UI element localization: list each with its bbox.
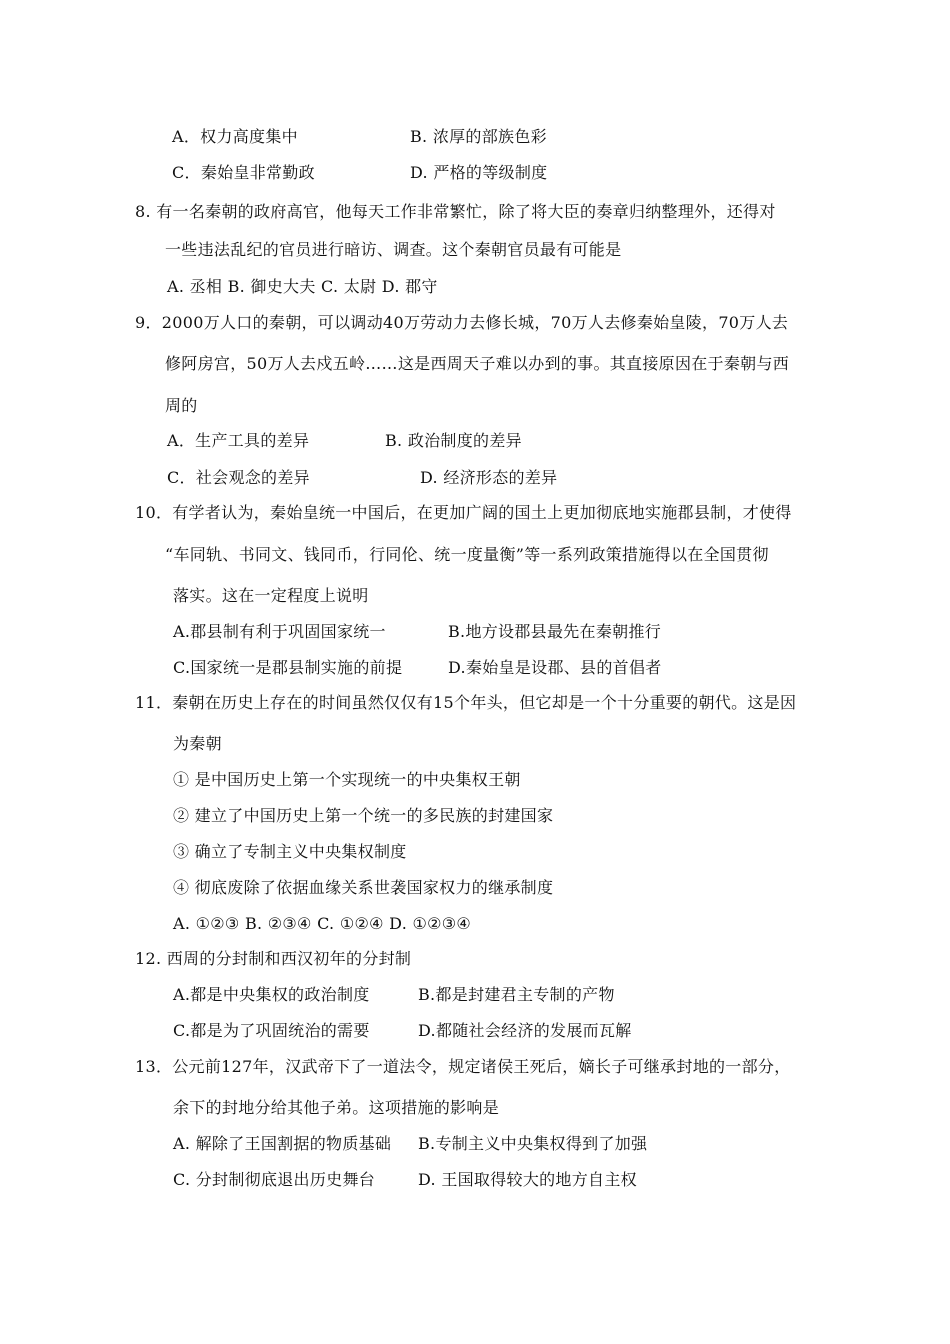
text-line: 余下的封地分给其他子弟。这项措施的影响是: [173, 1098, 500, 1117]
text-line: B.专制主义中央集权得到了加强: [418, 1134, 648, 1153]
text-line: 10．有学者认为，秦始皇统一中国后，在更加广阔的国土上更加彻底地实施郡县制，才使得: [135, 503, 792, 522]
text-line: 修阿房宫，50万人去戍五岭……这是西周天子难以办到的事。其直接原因在于秦朝与西: [165, 354, 790, 373]
text-line: ④ 彻底废除了依据血缘关系世袭国家权力的继承制度: [173, 878, 554, 897]
text-line: 周的: [165, 396, 198, 415]
text-line: C．社会观念的差异: [167, 468, 310, 487]
text-line: ② 建立了中国历史上第一个统一的多民族的封建国家: [173, 806, 554, 825]
text-line: A.郡县制有利于巩固国家统一: [173, 622, 386, 641]
text-line: “车同轨、书同文、钱同币，行同伦、统一度量衡”等一系列政策措施得以在全国贯彻: [165, 545, 769, 564]
text-line: A．权力高度集中: [172, 127, 298, 146]
text-line: D.都随社会经济的发展而瓦解: [418, 1021, 632, 1040]
text-line: D. 王国取得较大的地方自主权: [418, 1170, 637, 1189]
text-line: A. ①②③ B. ②③④ C. ①②④ D. ①②③④: [173, 914, 472, 933]
text-line: 为秦朝: [173, 734, 222, 753]
text-line: B. 浓厚的部族色彩: [410, 127, 547, 146]
text-line: D.秦始皇是设郡、县的首倡者: [448, 658, 662, 677]
text-line: A．生产工具的差异: [167, 431, 310, 450]
text-line: 9．2000万人口的秦朝，可以调动40万劳动力去修长城，70万人去修秦始皇陵，70万人去: [135, 313, 789, 332]
text-line: ① 是中国历史上第一个实现统一的中央集权王朝: [173, 770, 521, 789]
text-line: C. 分封制彻底退出历史舞台: [173, 1170, 376, 1189]
text-line: B. 政治制度的差异: [385, 431, 522, 450]
text-line: D. 经济形态的差异: [420, 468, 558, 487]
text-line: 12. 西周的分封制和西汉初年的分封制: [135, 949, 412, 968]
text-line: ③ 确立了专制主义中央集权制度: [173, 842, 407, 861]
text-line: 一些违法乱纪的官员进行暗访、调查。这个秦朝官员最有可能是: [165, 240, 622, 259]
text-line: 11．秦朝在历史上存在的时间虽然仅仅有15个年头，但它却是一个十分重要的朝代。这是因: [135, 693, 797, 712]
text-line: C．秦始皇非常勤政: [172, 163, 315, 182]
text-line: A. 丞相 B. 御史大夫 C. 太尉 D. 郡守: [167, 277, 438, 296]
text-line: C.国家统一是郡县制实施的前提: [173, 658, 403, 677]
text-line: D. 严格的等级制度: [410, 163, 548, 182]
text-line: C.都是为了巩固统治的需要: [173, 1021, 370, 1040]
text-line: B.地方设郡县最先在秦朝推行: [448, 622, 662, 641]
text-line: A.都是中央集权的政治制度: [173, 985, 370, 1004]
text-line: 落实。这在一定程度上说明: [173, 586, 369, 605]
text-line: 13．公元前127年，汉武帝下了一道法令，规定诸侯王死后，嫡长子可继承封地的一部分，: [135, 1057, 791, 1076]
text-line: B.都是封建君主专制的产物: [418, 985, 615, 1004]
text-line: 8. 有一名秦朝的政府高官，他每天工作非常繁忙，除了将大臣的奏章归纳整理外，还得对: [135, 202, 776, 221]
text-line: A. 解除了王国割据的物质基础: [173, 1134, 392, 1153]
